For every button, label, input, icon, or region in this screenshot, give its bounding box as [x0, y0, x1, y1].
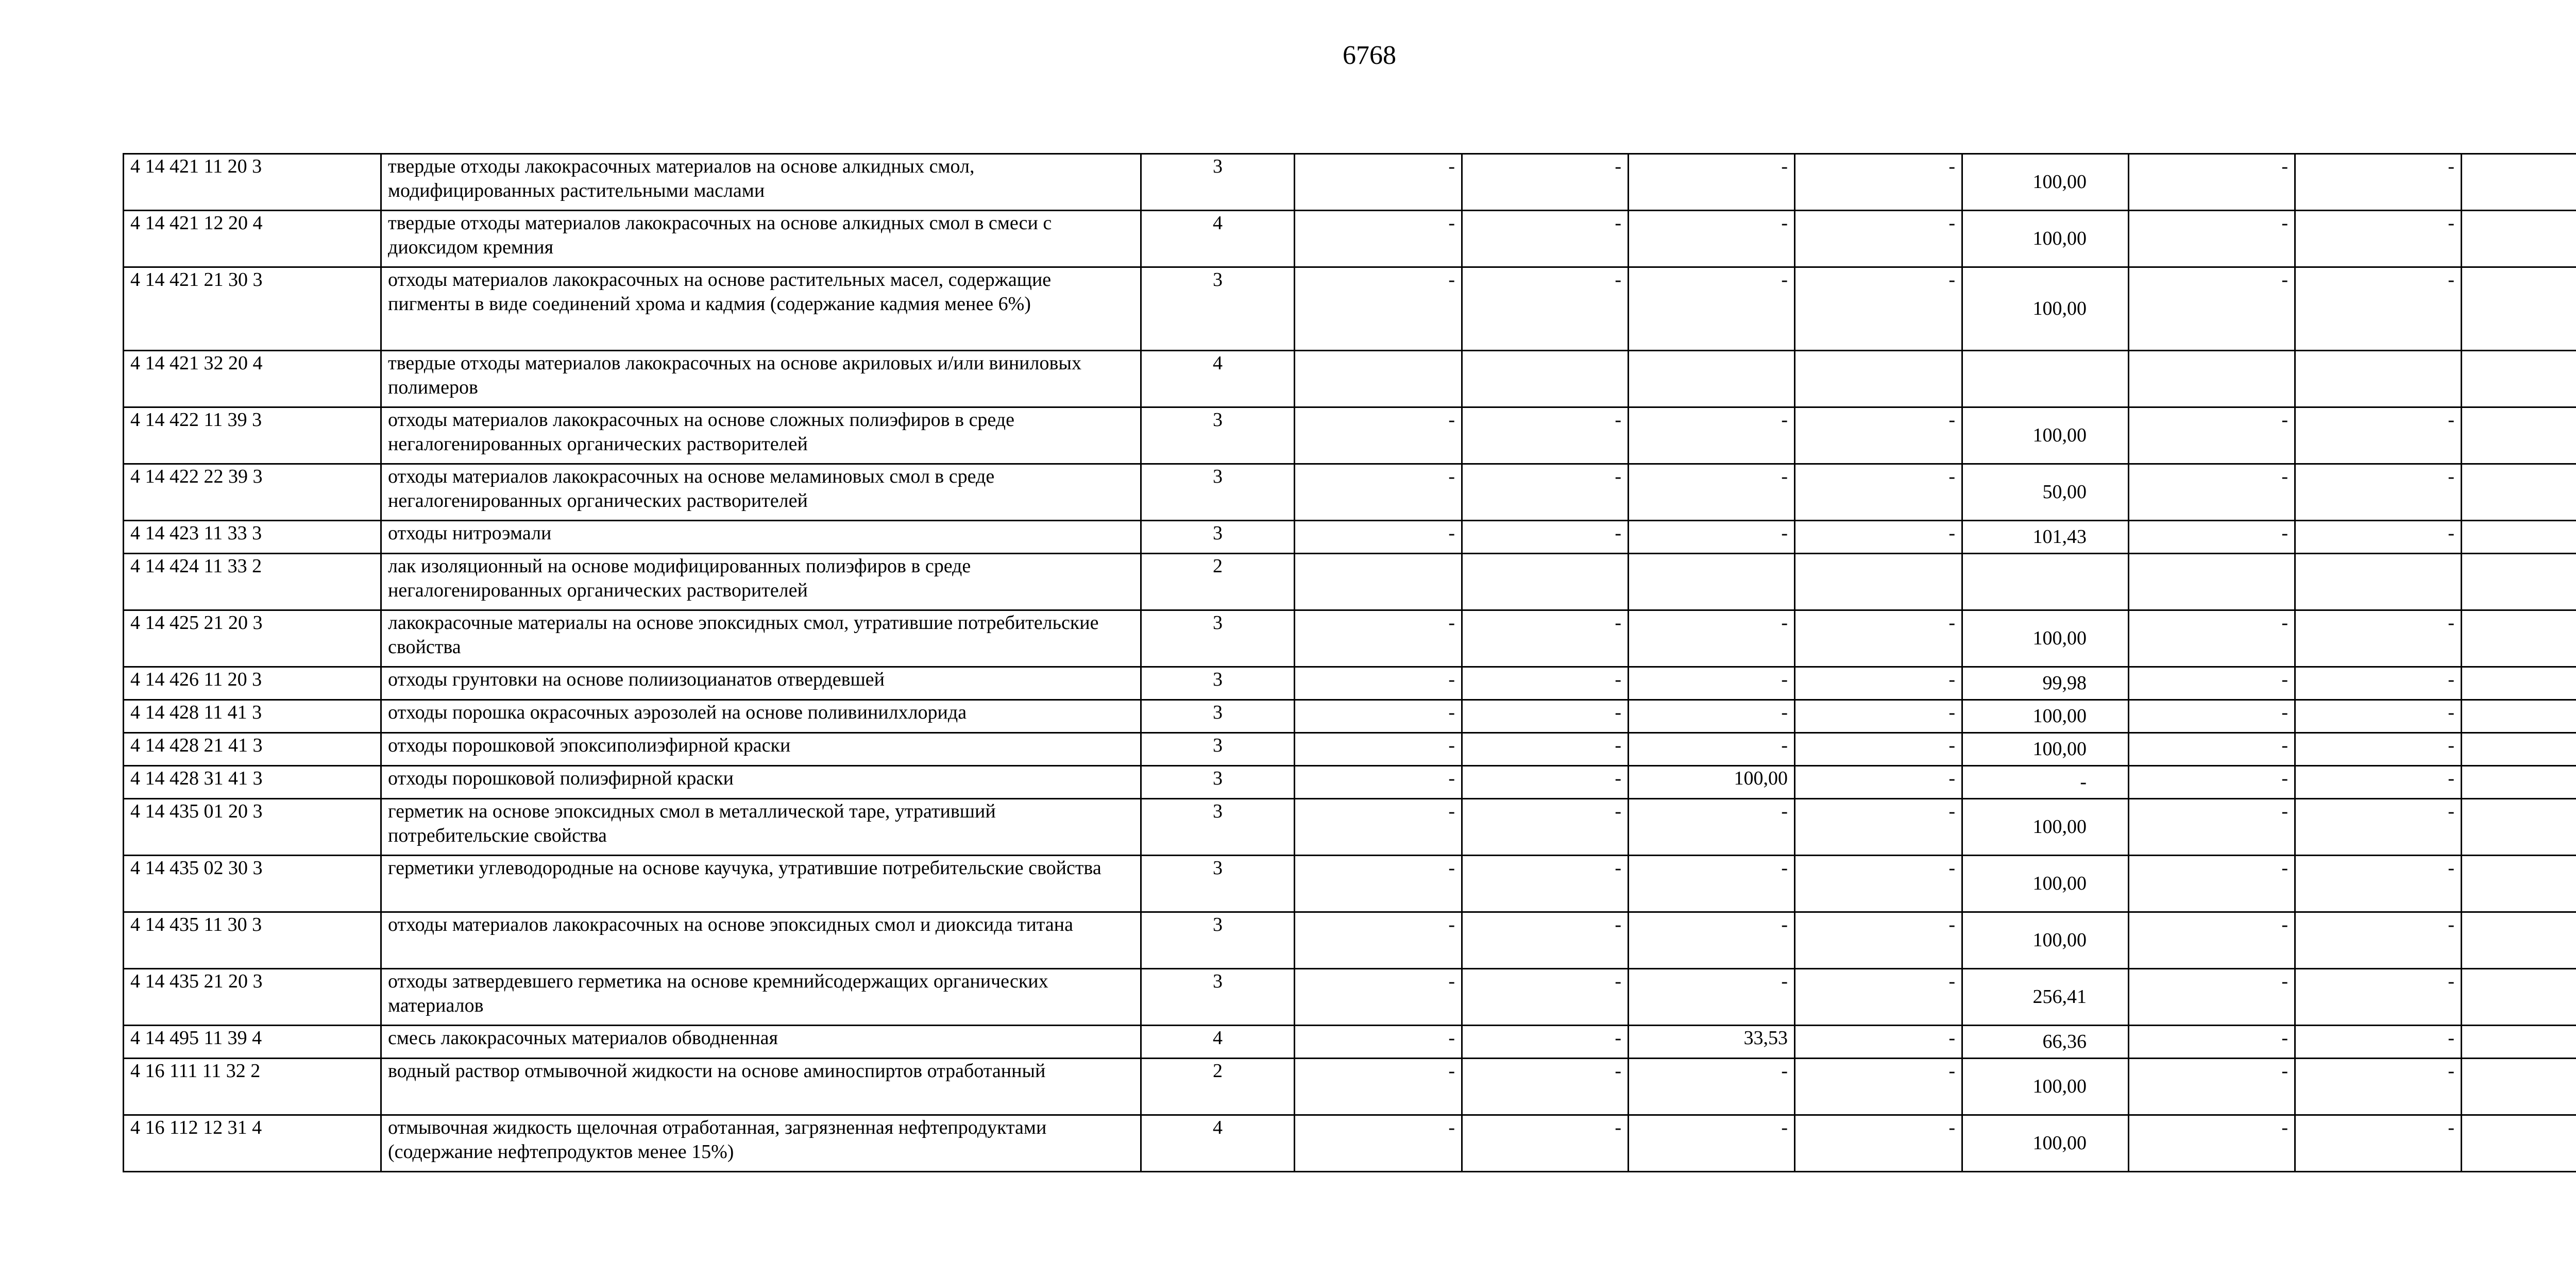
hazard-class-cell: 3	[1141, 856, 1295, 912]
value-cell-8	[2462, 1059, 2576, 1115]
value-cell-7	[2295, 554, 2462, 610]
waste-code-cell: 4 14 421 21 30 3	[124, 267, 381, 351]
hazard-class-cell: 3	[1141, 407, 1295, 464]
waste-name-cell: отмывочная жидкость щелочная отработанная, загрязненная нефтепродуктами (содержание нефтепродуктов менее 15%)	[381, 1115, 1141, 1172]
waste-code-cell: 4 14 435 02 30 3	[124, 856, 381, 912]
value-cell-1	[1295, 554, 1462, 610]
value-cell-7: -	[2295, 733, 2462, 766]
value-cell-8	[2462, 969, 2576, 1026]
hazard-class-cell: 4	[1141, 351, 1295, 407]
waste-name-cell: отходы порошка окрасочных аэрозолей на основе поливинилхлорида	[381, 700, 1141, 733]
table-body	[124, 154, 2576, 1172]
value-cell-5: 256,41	[1962, 969, 2129, 1026]
table-row	[124, 610, 2576, 667]
hazard-class-cell: 4	[1141, 1026, 1295, 1059]
value-cell-8	[2462, 154, 2576, 211]
value-cell-3: -	[1629, 407, 1795, 464]
value-cell-4: -	[1795, 211, 1962, 267]
value-cell-7: -	[2295, 766, 2462, 799]
value-cell-6	[2129, 351, 2295, 407]
value-cell-5: 100,00	[1962, 1115, 2129, 1172]
hazard-class-cell: 2	[1141, 1059, 1295, 1115]
waste-name-cell: твердые отходы материалов лакокрасочных на основе алкидных смол в смеси с диоксидом кремния	[381, 211, 1141, 267]
value-cell-1: -	[1295, 1026, 1462, 1059]
waste-classification-table	[123, 153, 2576, 1172]
value-cell-1	[1295, 351, 1462, 407]
waste-code-cell: 4 14 428 31 41 3	[124, 766, 381, 799]
value-cell-1: -	[1295, 1115, 1462, 1172]
value-cell-4: -	[1795, 1115, 1962, 1172]
value-cell-5: 100,00	[1962, 912, 2129, 969]
waste-name-cell: герметик на основе эпоксидных смол в металлической таре, утративший потребительские свойства	[381, 799, 1141, 856]
hazard-class-cell: 3	[1141, 969, 1295, 1026]
value-cell-7: -	[2295, 610, 2462, 667]
value-cell-5: 99,98	[1962, 667, 2129, 700]
value-cell-2: -	[1462, 799, 1629, 856]
value-cell-1: -	[1295, 912, 1462, 969]
value-cell-3: -	[1629, 969, 1795, 1026]
value-cell-3: -	[1629, 154, 1795, 211]
value-cell-7: -	[2295, 667, 2462, 700]
hazard-class-cell: 4	[1141, 211, 1295, 267]
value-cell-2: -	[1462, 733, 1629, 766]
value-cell-5: 100,00	[1962, 733, 2129, 766]
value-cell-8	[2462, 766, 2576, 799]
value-cell-2: -	[1462, 211, 1629, 267]
value-cell-4: -	[1795, 766, 1962, 799]
value-cell-8	[2462, 610, 2576, 667]
value-cell-3: -	[1629, 856, 1795, 912]
value-cell-6: -	[2129, 211, 2295, 267]
value-cell-1: -	[1295, 521, 1462, 554]
table-row	[124, 1059, 2576, 1115]
table-row	[124, 856, 2576, 912]
value-cell-4: -	[1795, 267, 1962, 351]
value-cell-1: -	[1295, 211, 1462, 267]
value-cell-7: -	[2295, 211, 2462, 267]
value-cell-8	[2462, 351, 2576, 407]
value-cell-8	[2462, 521, 2576, 554]
table-row	[124, 154, 2576, 211]
value-cell-8	[2462, 1115, 2576, 1172]
value-cell-1: -	[1295, 799, 1462, 856]
value-cell-6: -	[2129, 766, 2295, 799]
waste-code-cell: 4 14 425 21 20 3	[124, 610, 381, 667]
hazard-class-cell: 3	[1141, 733, 1295, 766]
value-cell-4: -	[1795, 856, 1962, 912]
value-cell-7	[2295, 351, 2462, 407]
value-cell-8	[2462, 407, 2576, 464]
value-cell-6	[2129, 554, 2295, 610]
value-cell-4: -	[1795, 407, 1962, 464]
waste-name-cell: отходы материалов лакокрасочных на основе растительных масел, содержащие пигменты в виде соединений хрома и кадмия (содержание кадмия менее 6%)	[381, 267, 1141, 351]
value-cell-5: 100,00	[1962, 154, 2129, 211]
value-cell-4: -	[1795, 1026, 1962, 1059]
value-cell-7: -	[2295, 969, 2462, 1026]
value-cell-6: -	[2129, 1115, 2295, 1172]
waste-code-cell: 4 14 421 32 20 4	[124, 351, 381, 407]
value-cell-5: 50,00	[1962, 464, 2129, 521]
value-cell-6: -	[2129, 464, 2295, 521]
value-cell-3: -	[1629, 912, 1795, 969]
hazard-class-cell: 3	[1141, 464, 1295, 521]
value-cell-1: -	[1295, 1059, 1462, 1115]
value-cell-4: -	[1795, 799, 1962, 856]
waste-name-cell: отходы затвердевшего герметика на основе кремнийсодержащих органических материалов	[381, 969, 1141, 1026]
value-cell-8	[2462, 733, 2576, 766]
waste-name-cell: лак изоляционный на основе модифицированных полиэфиров в среде негалогенированных органических растворителей	[381, 554, 1141, 610]
value-cell-6: -	[2129, 969, 2295, 1026]
table-row	[124, 554, 2576, 610]
value-cell-5: 100,00	[1962, 799, 2129, 856]
value-cell-3: -	[1629, 1059, 1795, 1115]
waste-name-cell: отходы грунтовки на основе полиизоцианатов отвердевшей	[381, 667, 1141, 700]
value-cell-1: -	[1295, 766, 1462, 799]
value-cell-5: 100,00	[1962, 407, 2129, 464]
value-cell-5: 100,00	[1962, 267, 2129, 351]
value-cell-6: -	[2129, 856, 2295, 912]
waste-name-cell: герметики углеводородные на основе каучука, утратившие потребительские свойства	[381, 856, 1141, 912]
value-cell-6: -	[2129, 912, 2295, 969]
value-cell-3: -	[1629, 1115, 1795, 1172]
waste-name-cell: твердые отходы лакокрасочных материалов на основе алкидных смол, модифицированных растительными маслами	[381, 154, 1141, 211]
value-cell-4	[1795, 351, 1962, 407]
table-row	[124, 521, 2576, 554]
value-cell-5	[1962, 554, 2129, 610]
value-cell-1: -	[1295, 267, 1462, 351]
hazard-class-cell: 3	[1141, 766, 1295, 799]
hazard-class-cell: 3	[1141, 700, 1295, 733]
hazard-class-cell: 3	[1141, 154, 1295, 211]
value-cell-6: -	[2129, 667, 2295, 700]
value-cell-8	[2462, 799, 2576, 856]
table-row	[124, 211, 2576, 267]
waste-code-cell: 4 14 435 01 20 3	[124, 799, 381, 856]
value-cell-7: -	[2295, 856, 2462, 912]
value-cell-6: -	[2129, 154, 2295, 211]
hazard-class-cell: 3	[1141, 521, 1295, 554]
value-cell-7: -	[2295, 799, 2462, 856]
value-cell-2	[1462, 554, 1629, 610]
value-cell-2: -	[1462, 1026, 1629, 1059]
waste-code-cell: 4 14 423 11 33 3	[124, 521, 381, 554]
value-cell-6: -	[2129, 610, 2295, 667]
value-cell-2: -	[1462, 464, 1629, 521]
value-cell-3: -	[1629, 521, 1795, 554]
waste-code-cell: 4 14 422 11 39 3	[124, 407, 381, 464]
value-cell-7: -	[2295, 521, 2462, 554]
table-row	[124, 267, 2576, 351]
value-cell-2: -	[1462, 856, 1629, 912]
value-cell-5: 100,00	[1962, 700, 2129, 733]
value-cell-1: -	[1295, 700, 1462, 733]
value-cell-2: -	[1462, 700, 1629, 733]
hazard-class-cell: 4	[1141, 1115, 1295, 1172]
value-cell-2: -	[1462, 1115, 1629, 1172]
value-cell-4: -	[1795, 610, 1962, 667]
value-cell-5: -	[1962, 766, 2129, 799]
value-cell-1: -	[1295, 856, 1462, 912]
table-row	[124, 766, 2576, 799]
value-cell-6: -	[2129, 1059, 2295, 1115]
hazard-class-cell: 3	[1141, 667, 1295, 700]
value-cell-5: 100,00	[1962, 1059, 2129, 1115]
value-cell-1: -	[1295, 464, 1462, 521]
value-cell-7: -	[2295, 1115, 2462, 1172]
value-cell-4: -	[1795, 969, 1962, 1026]
value-cell-4: -	[1795, 667, 1962, 700]
value-cell-7: -	[2295, 464, 2462, 521]
waste-name-cell: водный раствор отмывочной жидкости на основе аминоспиртов отработанный	[381, 1059, 1141, 1115]
hazard-class-cell: 3	[1141, 912, 1295, 969]
value-cell-6: -	[2129, 799, 2295, 856]
waste-name-cell: отходы нитроэмали	[381, 521, 1141, 554]
value-cell-2: -	[1462, 766, 1629, 799]
waste-code-cell: 4 14 421 11 20 3	[124, 154, 381, 211]
value-cell-2: -	[1462, 154, 1629, 211]
value-cell-4: -	[1795, 521, 1962, 554]
value-cell-7: -	[2295, 912, 2462, 969]
value-cell-2: -	[1462, 969, 1629, 1026]
waste-name-cell: твердые отходы материалов лакокрасочных на основе акриловых и/или виниловых полимеров	[381, 351, 1141, 407]
waste-code-cell: 4 16 111 11 32 2	[124, 1059, 381, 1115]
waste-name-cell: лакокрасочные материалы на основе эпоксидных смол, утратившие потребительские свойства	[381, 610, 1141, 667]
value-cell-2: -	[1462, 407, 1629, 464]
value-cell-4	[1795, 554, 1962, 610]
value-cell-8	[2462, 912, 2576, 969]
table-row	[124, 969, 2576, 1026]
hazard-class-cell: 3	[1141, 267, 1295, 351]
value-cell-4: -	[1795, 733, 1962, 766]
table-row	[124, 351, 2576, 407]
value-cell-2: -	[1462, 912, 1629, 969]
value-cell-6: -	[2129, 521, 2295, 554]
value-cell-3: -	[1629, 700, 1795, 733]
value-cell-3: -	[1629, 464, 1795, 521]
value-cell-7: -	[2295, 267, 2462, 351]
hazard-class-cell: 3	[1141, 799, 1295, 856]
hazard-class-cell: 2	[1141, 554, 1295, 610]
value-cell-3: -	[1629, 733, 1795, 766]
value-cell-7: -	[2295, 1026, 2462, 1059]
waste-code-cell: 4 14 428 11 41 3	[124, 700, 381, 733]
waste-code-cell: 4 14 435 21 20 3	[124, 969, 381, 1026]
value-cell-2: -	[1462, 667, 1629, 700]
value-cell-3: 100,00	[1629, 766, 1795, 799]
value-cell-8	[2462, 554, 2576, 610]
waste-name-cell: отходы материалов лакокрасочных на основе сложных полиэфиров в среде негалогенированных органических растворителей	[381, 407, 1141, 464]
value-cell-2: -	[1462, 1059, 1629, 1115]
table-row	[124, 1026, 2576, 1059]
waste-name-cell: отходы материалов лакокрасочных на основе эпоксидных смол и диоксида титана	[381, 912, 1141, 969]
value-cell-4: -	[1795, 700, 1962, 733]
page-number: 6768	[1343, 41, 1396, 70]
waste-code-cell: 4 14 422 22 39 3	[124, 464, 381, 521]
value-cell-3: 33,53	[1629, 1026, 1795, 1059]
value-cell-7: -	[2295, 407, 2462, 464]
value-cell-8	[2462, 700, 2576, 733]
value-cell-7: -	[2295, 700, 2462, 733]
value-cell-1: -	[1295, 733, 1462, 766]
value-cell-1: -	[1295, 610, 1462, 667]
value-cell-5: 100,00	[1962, 856, 2129, 912]
waste-code-cell: 4 14 435 11 30 3	[124, 912, 381, 969]
waste-code-cell: 4 14 428 21 41 3	[124, 733, 381, 766]
table-row	[124, 1115, 2576, 1172]
value-cell-5	[1962, 351, 2129, 407]
table-row	[124, 799, 2576, 856]
value-cell-5: 100,00	[1962, 211, 2129, 267]
table-row	[124, 733, 2576, 766]
waste-code-cell: 4 14 421 12 20 4	[124, 211, 381, 267]
value-cell-3: -	[1629, 799, 1795, 856]
value-cell-2: -	[1462, 267, 1629, 351]
value-cell-6: -	[2129, 1026, 2295, 1059]
value-cell-3: -	[1629, 667, 1795, 700]
value-cell-3: -	[1629, 211, 1795, 267]
value-cell-2: -	[1462, 521, 1629, 554]
value-cell-2: -	[1462, 610, 1629, 667]
value-cell-1: -	[1295, 969, 1462, 1026]
value-cell-8	[2462, 267, 2576, 351]
value-cell-1: -	[1295, 154, 1462, 211]
table-row	[124, 407, 2576, 464]
value-cell-8	[2462, 211, 2576, 267]
hazard-class-cell: 3	[1141, 610, 1295, 667]
value-cell-4: -	[1795, 464, 1962, 521]
waste-code-cell: 4 14 495 11 39 4	[124, 1026, 381, 1059]
value-cell-6: -	[2129, 733, 2295, 766]
value-cell-5: 66,36	[1962, 1026, 2129, 1059]
value-cell-5: 100,00	[1962, 610, 2129, 667]
waste-code-cell: 4 14 426 11 20 3	[124, 667, 381, 700]
value-cell-3	[1629, 554, 1795, 610]
value-cell-3: -	[1629, 610, 1795, 667]
waste-name-cell: отходы порошковой эпоксиполиэфирной краски	[381, 733, 1141, 766]
value-cell-5: 101,43	[1962, 521, 2129, 554]
value-cell-6: -	[2129, 267, 2295, 351]
value-cell-8	[2462, 667, 2576, 700]
value-cell-8	[2462, 856, 2576, 912]
waste-name-cell: смесь лакокрасочных материалов обводненная	[381, 1026, 1141, 1059]
waste-code-cell: 4 14 424 11 33 2	[124, 554, 381, 610]
value-cell-6: -	[2129, 407, 2295, 464]
value-cell-4: -	[1795, 1059, 1962, 1115]
value-cell-6: -	[2129, 700, 2295, 733]
table-row	[124, 464, 2576, 521]
value-cell-1: -	[1295, 667, 1462, 700]
waste-code-cell: 4 16 112 12 31 4	[124, 1115, 381, 1172]
table-row	[124, 700, 2576, 733]
value-cell-3	[1629, 351, 1795, 407]
value-cell-7: -	[2295, 154, 2462, 211]
waste-name-cell: отходы материалов лакокрасочных на основе меламиновых смол в среде негалогенированных органических растворителей	[381, 464, 1141, 521]
value-cell-8	[2462, 464, 2576, 521]
value-cell-7: -	[2295, 1059, 2462, 1115]
table-row	[124, 912, 2576, 969]
table-row	[124, 667, 2576, 700]
value-cell-3: -	[1629, 267, 1795, 351]
value-cell-1: -	[1295, 407, 1462, 464]
value-cell-4: -	[1795, 912, 1962, 969]
value-cell-8	[2462, 1026, 2576, 1059]
value-cell-2	[1462, 351, 1629, 407]
waste-name-cell: отходы порошковой полиэфирной краски	[381, 766, 1141, 799]
value-cell-4: -	[1795, 154, 1962, 211]
